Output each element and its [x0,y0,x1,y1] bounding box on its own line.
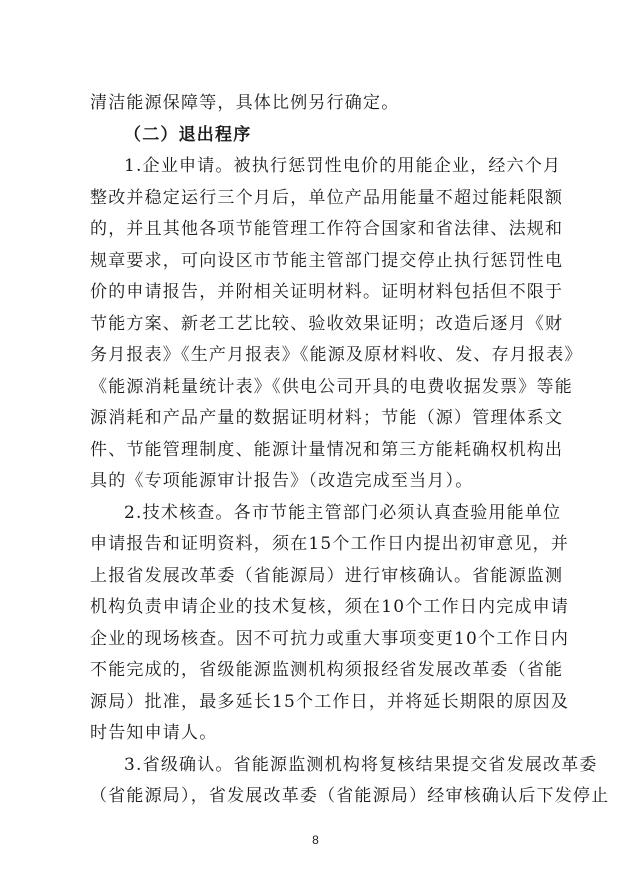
text-line: 《能源消耗量统计表》《供电公司开具的电费收据发票》等能 [90,376,573,397]
paragraph-first-line: 2.技术核查。各市节能主管部门必须认真查验用能单位 [124,502,562,523]
text-line: （省能源局），省发展改革委（省能源局）经审核确认后下发停止 [90,786,610,806]
text-line: 节能方案、新老工艺比较、验收效果证明；改造后逐月《财 [90,313,564,334]
text-line: 申请报告和证明资料，须在15个工作日内提出初审意见，并 [90,534,570,554]
section-heading: （二）退出程序 [124,124,252,145]
text-line: 时告知申请人。 [90,723,218,743]
text-line: 具的《专项能源审计报告》（改造完成至当月）。 [90,471,474,491]
text-line: 的，并且其他各项节能管理工作符合国家和省法律、法规和 [90,219,564,239]
page-number: 8 [312,833,319,847]
text-line: 机构负责申请企业的技术复核，须在10个工作日内完成申请 [90,597,570,617]
document-body [90,88,610,813]
text-line: 务月报表》《生产月报表》《能源及原材料收、发、存月报表》 [90,345,583,365]
text-line: 不能完成的，省级能源监测机构须报经省发展改革委（省能 [90,660,564,680]
paragraph-first-line: 1.企业申请。被执行惩罚性电价的用能企业，经六个月 [124,156,562,176]
text-line: 清洁能源保障等，具体比例另行确定。 [90,93,400,113]
text-line: 规章要求，可向设区市节能主管部门提交停止执行惩罚性电 [90,250,564,271]
text-line: 件、节能管理制度、能源计量情况和第三方能耗确权机构出 [90,439,564,460]
text-line: 源局）批准，最多延长15个工作日，并将延长期限的原因及 [90,691,570,712]
text-line: 源消耗和产品产量的数据证明材料；节能（源）管理体系文 [90,408,564,428]
text-line: 整改并稳定运行三个月后，单位产品用能量不超过能耗限额 [90,187,564,208]
paragraph-first-line: 3.省级确认。省能源监测机构将复核结果提交省发展改革委 [124,754,598,775]
text-line: 企业的现场核查。因不可抗力或重大事项变更10个工作日内 [90,628,570,649]
text-line: 上报省发展改革委（省能源局）进行审核确认。省能源监测 [90,565,564,586]
text-line: 价的申请报告，并附相关证明材料。证明材料包括但不限于 [90,282,564,302]
